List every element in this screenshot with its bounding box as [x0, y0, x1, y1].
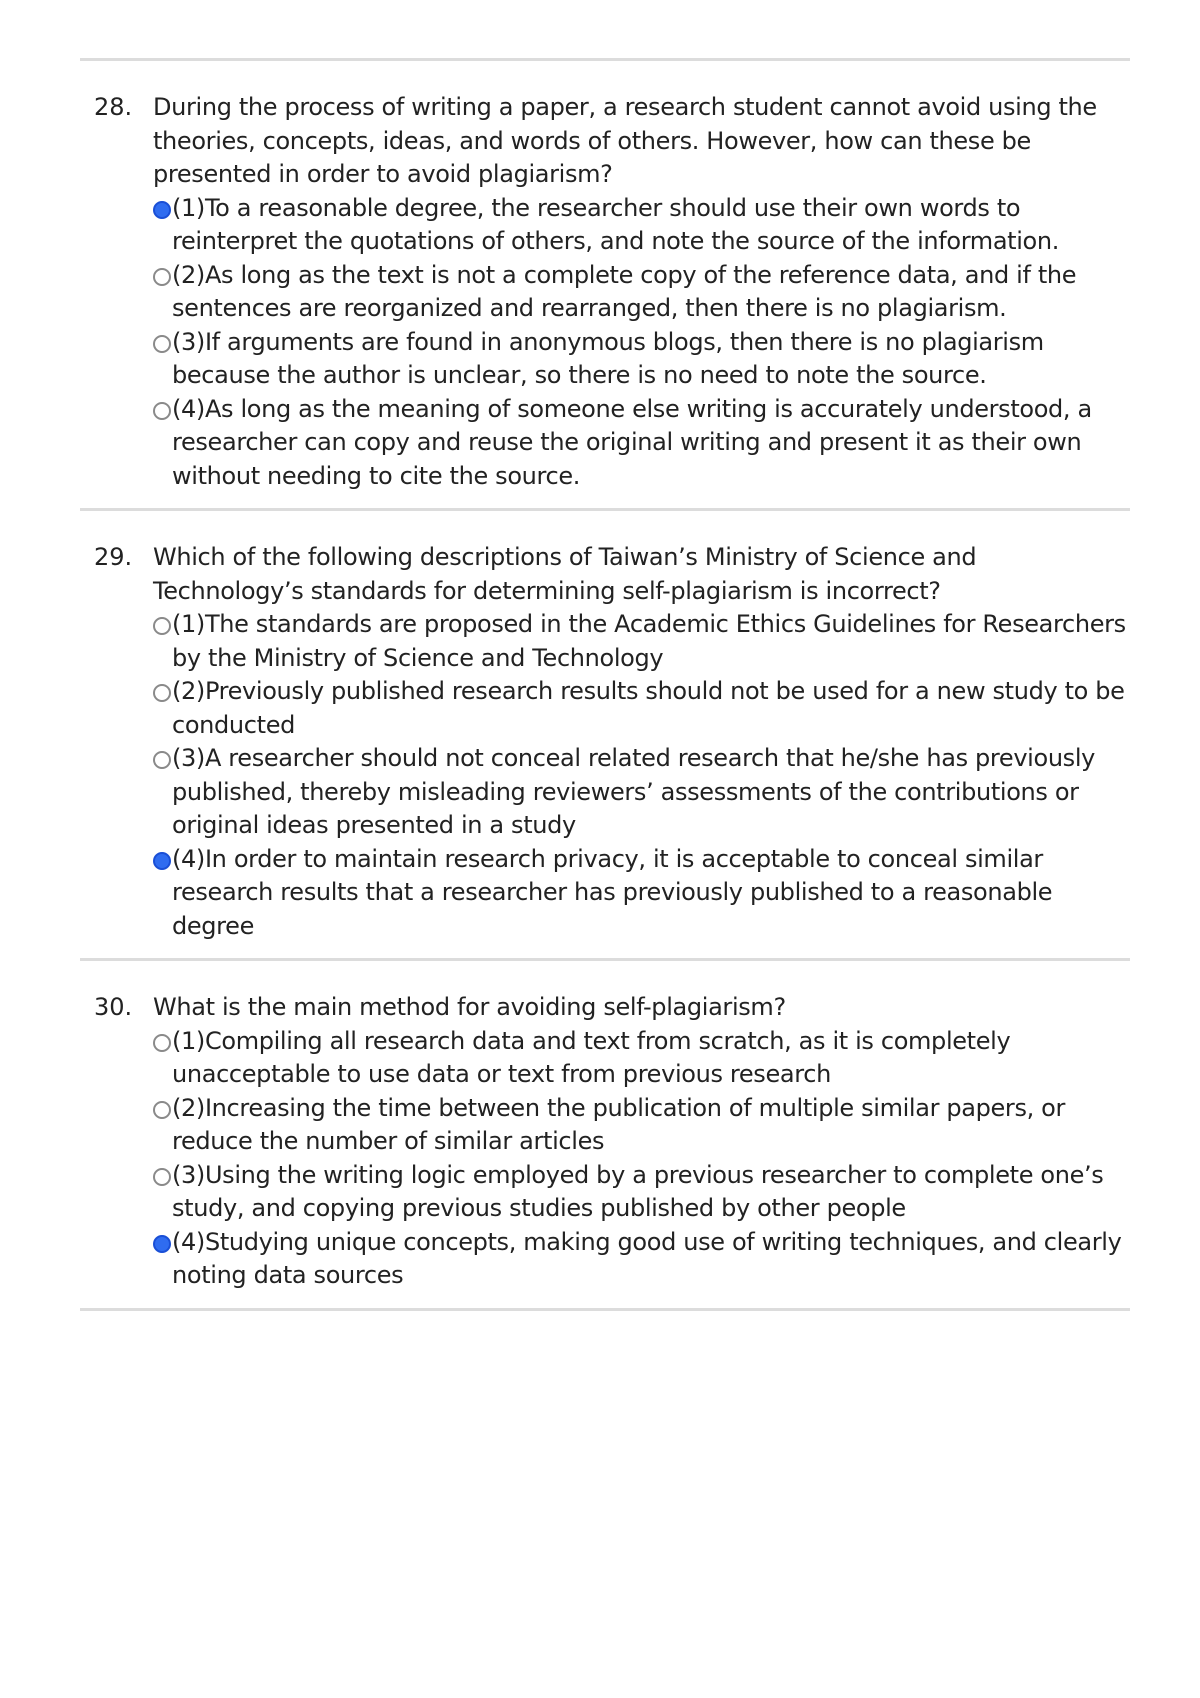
- question-text: Which of the following descriptions of Taiwan’s Ministry of Science and Technology’s standards for determining self-plagiarism is incorrect?: [153, 543, 977, 605]
- option-label: (2)Increasing the time between the publication of multiple similar papers, or reduce the number of similar articles: [172, 1093, 1066, 1155]
- radio-unselected-icon[interactable]: [153, 1101, 171, 1119]
- option-label: (3)If arguments are found in anonymous blogs, then there is no plagiarism because the author is unclear, so there is no need to note the source.: [172, 327, 1044, 389]
- radio-selected-icon[interactable]: [153, 201, 171, 219]
- option-2[interactable]: [153, 259, 1130, 326]
- option-label: (1)To a reasonable degree, the researcher should use their own words to reinterpret the quotations of others, and note the source of the information.: [172, 193, 1060, 255]
- option-label: (1)Compiling all research data and text from scratch, as it is completely unacceptable to use data or text from previous research: [172, 1026, 1011, 1088]
- option-label: (4)In order to maintain research privacy, it is acceptable to conceal similar research results that a researcher has previously published to a reasonable degree: [172, 844, 1053, 940]
- radio-unselected-icon[interactable]: [153, 751, 171, 769]
- option-label: (1)The standards are proposed in the Academic Ethics Guidelines for Researchers by the Ministry of Science and Technology: [172, 610, 1126, 672]
- radio-selected-icon[interactable]: [153, 1235, 171, 1253]
- option-3[interactable]: [153, 742, 1130, 843]
- option-3[interactable]: [153, 1159, 1130, 1226]
- option-4[interactable]: [153, 843, 1130, 944]
- question-text: What is the main method for avoiding self-plagiarism?: [153, 993, 786, 1021]
- option-list: [153, 192, 1130, 494]
- option-3[interactable]: [153, 326, 1130, 393]
- question-30: [80, 961, 1130, 1311]
- option-label: (2)As long as the text is not a complete copy of the reference data, and if the sentences are reorganized and rearranged, then there is no plagiarism.: [172, 260, 1077, 322]
- radio-unselected-icon[interactable]: [153, 617, 171, 635]
- radio-unselected-icon[interactable]: [153, 684, 171, 702]
- option-label: (4)Studying unique concepts, making good use of writing techniques, and clearly noting data sources: [172, 1227, 1122, 1289]
- option-2[interactable]: [153, 1092, 1130, 1159]
- quiz-page: [80, 58, 1130, 1311]
- question-text: During the process of writing a paper, a research student cannot avoid using the theories, concepts, ideas, and words of others. However, how can these be presented in order to avoid plagiarism?: [153, 93, 1097, 188]
- option-label: (4)As long as the meaning of someone else writing is accurately understood, a researcher can copy and reuse the original writing and present it as their own without needing to cite the source.: [172, 394, 1092, 490]
- option-2[interactable]: [153, 675, 1130, 742]
- radio-unselected-icon[interactable]: [153, 1034, 171, 1052]
- question-number: 30.: [94, 993, 133, 1021]
- option-1[interactable]: [153, 608, 1130, 675]
- option-label: (3)A researcher should not conceal related research that he/she has previously published, thereby misleading reviewers’ assessments of the contributions or original ideas presented in a study: [172, 744, 1096, 839]
- question-28: [80, 61, 1130, 511]
- option-list: [153, 1025, 1130, 1293]
- option-label: (2)Previously published research results should not be used for a new study to be conducted: [172, 677, 1125, 739]
- radio-unselected-icon[interactable]: [153, 402, 171, 420]
- radio-selected-icon[interactable]: [153, 852, 171, 870]
- option-label: (3)Using the writing logic employed by a previous researcher to complete one’s study, and copying previous studies published by other people: [172, 1160, 1104, 1222]
- option-1[interactable]: [153, 192, 1130, 259]
- option-4[interactable]: [153, 1226, 1130, 1293]
- radio-unselected-icon[interactable]: [153, 268, 171, 286]
- question-29: [80, 511, 1130, 961]
- option-1[interactable]: [153, 1025, 1130, 1092]
- question-number: 28.: [94, 93, 133, 121]
- radio-unselected-icon[interactable]: [153, 335, 171, 353]
- radio-unselected-icon[interactable]: [153, 1168, 171, 1186]
- option-4[interactable]: [153, 393, 1130, 494]
- question-number: 29.: [94, 543, 133, 571]
- option-list: [153, 608, 1130, 943]
